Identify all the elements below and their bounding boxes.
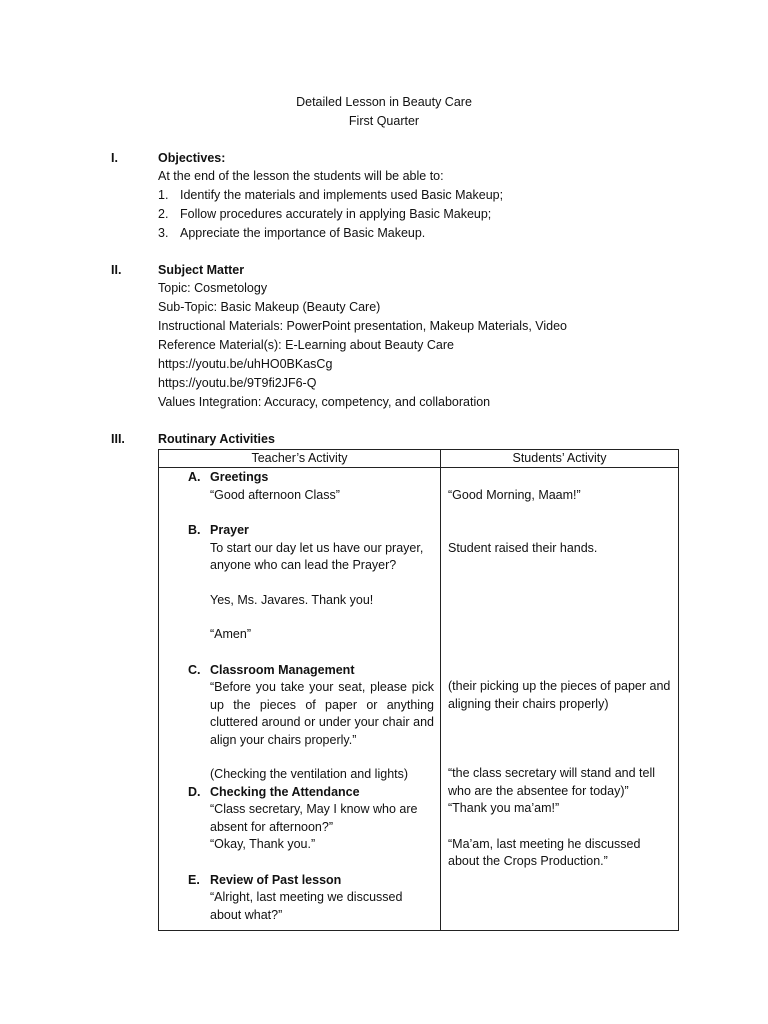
teacher-line: “Alright, last meeting we discussed about what?” bbox=[210, 890, 403, 922]
teacher-line: “Amen” bbox=[210, 627, 251, 641]
objectives-intro: At the end of the lesson the students will be able to: bbox=[158, 169, 444, 183]
list-number: 3. bbox=[158, 226, 169, 240]
teacher-line: “Okay, Thank you.” bbox=[210, 837, 316, 851]
list-number: 1. bbox=[158, 188, 169, 202]
activity-attendance bbox=[181, 784, 434, 854]
reference-link-1[interactable]: https://youtu.be/uhHO0BKasCg bbox=[158, 357, 333, 371]
list-text: Identify the materials and implements used Basic Makeup; bbox=[180, 188, 504, 202]
activity-title: Review of Past lesson bbox=[210, 872, 342, 887]
student-line-greetings: “Good Morning, Maam!” bbox=[448, 488, 581, 502]
table-header-row bbox=[159, 450, 679, 468]
section-numeral-objectives: I. bbox=[111, 151, 118, 165]
activity-letter: E. bbox=[188, 872, 200, 887]
activity-letter: B. bbox=[188, 523, 201, 537]
student-line-review: “Ma’am, last meeting he discussed about the Crops Production.” bbox=[448, 836, 641, 868]
subtopic-line: Sub-Topic: Basic Makeup (Beauty Care) bbox=[158, 300, 381, 314]
topic-line: Topic: Cosmetology bbox=[158, 281, 268, 295]
document-title: Detailed Lesson in Beauty Care bbox=[296, 95, 472, 109]
activity-prayer bbox=[181, 522, 434, 644]
students-column-header: Students’ Activity bbox=[441, 450, 679, 468]
activity-review bbox=[181, 872, 434, 925]
objectives-list bbox=[158, 186, 503, 243]
teacher-line: To start our day let us have our prayer, anyone who can lead the Prayer? bbox=[210, 540, 424, 572]
instructional-materials-line: Instructional Materials: PowerPoint presentation, Makeup Materials, Video bbox=[158, 319, 568, 333]
activity-title: Greetings bbox=[210, 470, 269, 484]
activity-letter: C. bbox=[188, 662, 201, 677]
routinary-heading: Routinary Activities bbox=[158, 432, 275, 446]
section-numeral-subject: II. bbox=[111, 263, 122, 277]
activity-letter: A. bbox=[188, 470, 201, 484]
activity-greetings bbox=[181, 469, 434, 504]
reference-materials-line: Reference Material(s): E-Learning about Beauty Care bbox=[158, 338, 454, 352]
teacher-line: “Class secretary, May I know who are absent for afternoon?” bbox=[210, 802, 418, 834]
student-line-attendance: “the class secretary will stand and tell who are the absentee for today)” bbox=[448, 766, 656, 798]
objectives-heading: Objectives: bbox=[158, 151, 226, 165]
subject-matter-heading: Subject Matter bbox=[158, 263, 245, 277]
student-line-attendance-2: “Thank you ma’am!” bbox=[448, 801, 560, 815]
teacher-line: “Before you take your seat, please pick up the pieces of paper or anything cluttered around or under your chair and align your chairs properly.” bbox=[210, 680, 434, 747]
students-activity-cell bbox=[441, 468, 679, 931]
list-item bbox=[158, 186, 503, 205]
teacher-line: (Checking the ventilation and lights) bbox=[210, 767, 409, 781]
activity-title: Prayer bbox=[210, 523, 249, 537]
activity-letter: D. bbox=[188, 784, 201, 799]
values-integration-line: Values Integration: Accuracy, competency, and collaboration bbox=[158, 395, 491, 409]
document-subtitle: First Quarter bbox=[348, 114, 420, 128]
list-text: Follow procedures accurately in applying Basic Makeup; bbox=[180, 207, 492, 221]
table-row bbox=[159, 468, 679, 931]
teacher-column-header: Teacher’s Activity bbox=[159, 450, 441, 468]
student-line-prayer: Student raised their hands. bbox=[448, 540, 598, 555]
activity-classroom-management bbox=[181, 662, 434, 784]
section-numeral-routinary: III. bbox=[111, 432, 125, 446]
list-text: Appreciate the importance of Basic Makeup. bbox=[180, 226, 426, 240]
teacher-activity-cell bbox=[159, 468, 441, 931]
list-item bbox=[158, 224, 503, 243]
activities-table bbox=[158, 449, 679, 931]
student-line-classroom: (their picking up the pieces of paper and aligning their chairs properly) bbox=[448, 679, 671, 711]
teacher-line: “Good afternoon Class” bbox=[210, 487, 340, 502]
teacher-line: Yes, Ms. Javares. Thank you! bbox=[210, 592, 374, 607]
activity-title: Classroom Management bbox=[210, 662, 355, 677]
subject-matter-lines bbox=[158, 279, 567, 412]
reference-link-2[interactable]: https://youtu.be/9T9fi2JF6-Q bbox=[158, 376, 317, 390]
list-item bbox=[158, 205, 503, 224]
list-number: 2. bbox=[158, 207, 169, 221]
activity-title: Checking the Attendance bbox=[210, 784, 360, 799]
